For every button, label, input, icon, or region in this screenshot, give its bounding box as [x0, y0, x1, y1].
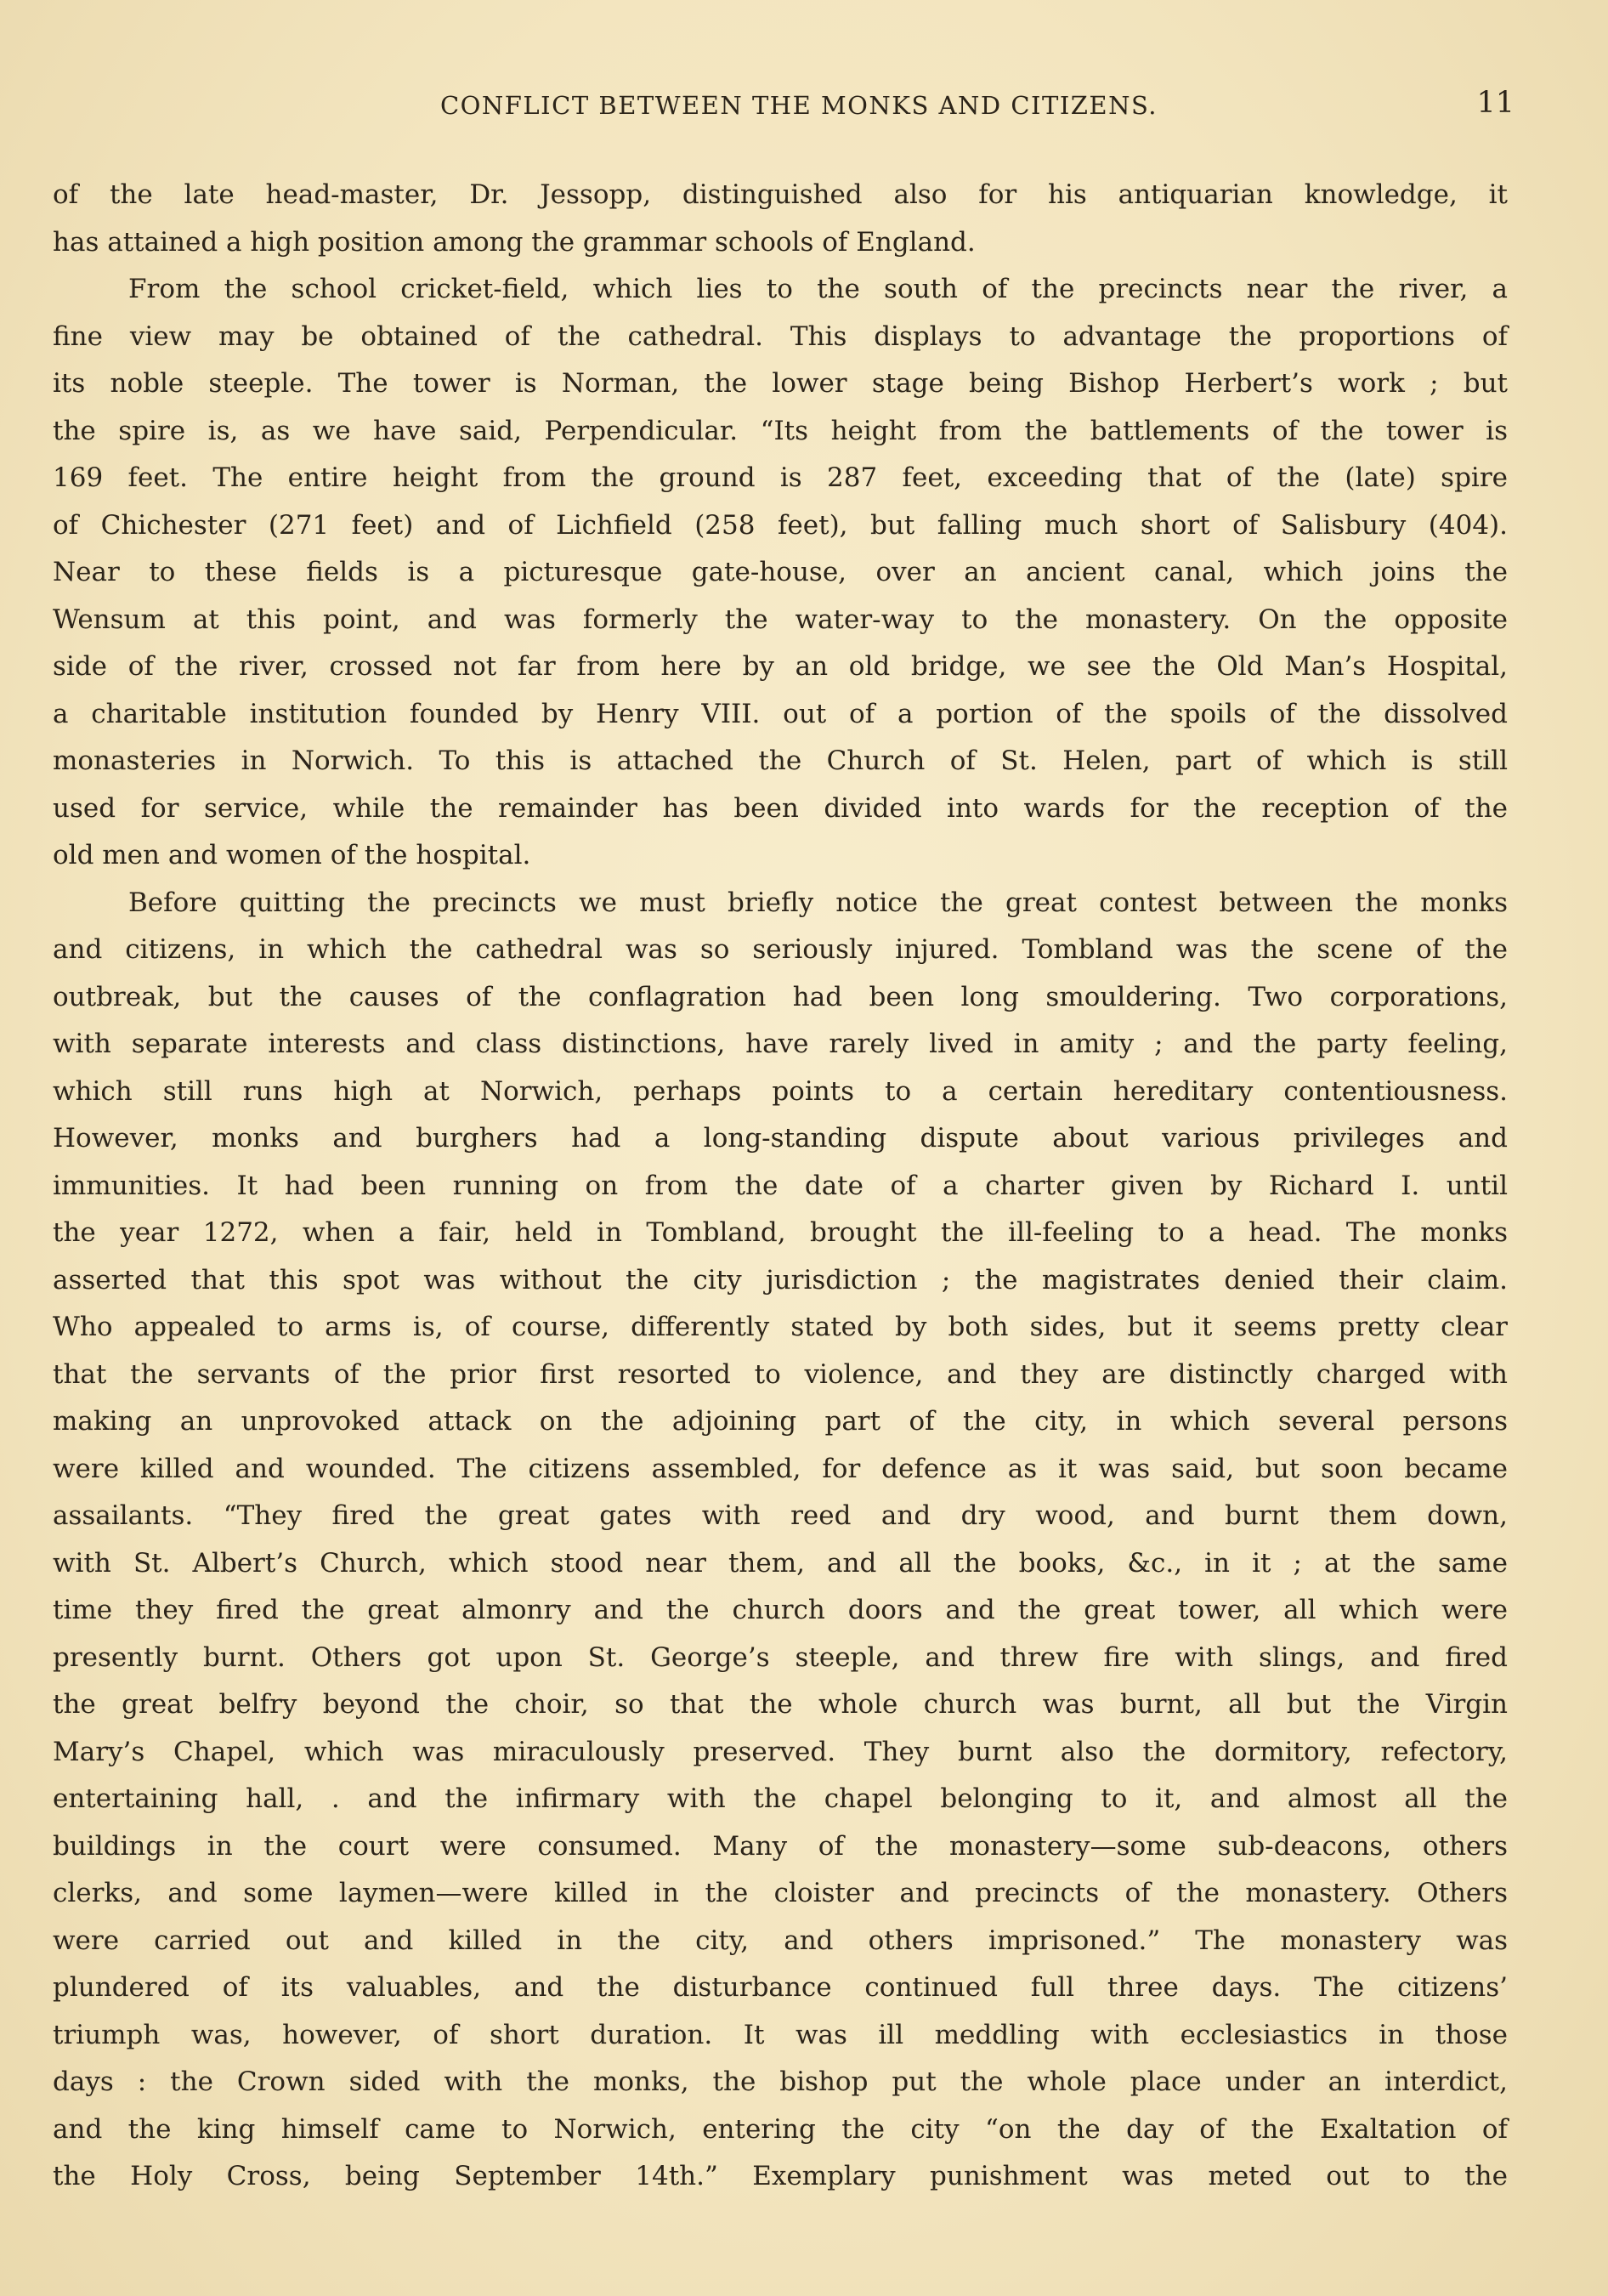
text-line: days : the Crown sided with the monks, the bishop put the whole place under an interdict, — [53, 2066, 1508, 2097]
text-line: and the king himself came to Norwich, entering the city “on the day of the Exaltation of — [53, 2113, 1508, 2145]
text-line: used for service, while the remainder has been divided into wards for the reception of the — [53, 792, 1508, 824]
text-line: with separate interests and class distinctions, have rarely lived in amity ; and the party feeling, — [53, 1029, 1508, 1059]
text-line: the spire is, as we have said, Perpendicular. “Its height from the battlements of the tower is — [53, 415, 1508, 446]
text-line: Wensum at this point, and was formerly the water-way to the monastery. On the opposite — [53, 604, 1508, 635]
text-line: presently burnt. Others got upon St. George’s steeple, and threw fire with slings, and fired — [53, 1641, 1508, 1673]
text-line: has attained a high position among the grammar schools of England. — [53, 226, 976, 258]
text-line: of the late head-master, Dr. Jessopp, distinguished also for his antiquarian knowledge, it — [53, 179, 1508, 210]
text-line: were killed and wounded. The citizens assembled, for defence as it was said, but soon became — [53, 1453, 1508, 1484]
text-line: triumph was, however, of short duration. It was ill meddling with ecclesiastics in those — [53, 2019, 1508, 2050]
text-line: which still runs high at Norwich, perhaps points to a certain hereditary contentiousness. — [53, 1075, 1508, 1107]
text-line: of Chichester (271 feet) and of Lichfield (258 feet), but falling much short of Salisbury (404). — [53, 509, 1508, 541]
text-line: Who appealed to arms is, of course, differently stated by both sides, but it seems pretty clear — [53, 1312, 1508, 1342]
text-line: time they fired the great almonry and the church doors and the great tower, all which were — [53, 1595, 1508, 1625]
text-line: entertaining hall, . and the infirmary with the chapel belonging to it, and almost all the — [53, 1783, 1508, 1814]
text-line: its noble steeple. The tower is Norman, the lower stage being Bishop Herbert’s work ; but — [53, 368, 1508, 399]
text-line: Near to these fields is a picturesque gate-house, over an ancient canal, which joins the — [53, 557, 1508, 587]
text-line: assailants. “They fired the great gates with reed and dry wood, and burnt them down, — [53, 1500, 1508, 1531]
text-line: clerks, and some laymen—were killed in the cloister and precincts of the monastery. Others — [53, 1878, 1508, 1908]
text-line: immunities. It had been running on from the date of a charter given by Richard I. until — [53, 1170, 1508, 1201]
text-line: Before quitting the precincts we must briefly notice the great contest between the monks — [128, 887, 1508, 918]
text-line: buildings in the court were consumed. Many of the monastery—some sub-deacons, others — [53, 1830, 1508, 1862]
text-line: 169 feet. The entire height from the ground is 287 feet, exceeding that of the (late) spire — [53, 462, 1508, 493]
text-line: the great belfry beyond the choir, so that the whole church was burnt, all but the Virgin — [53, 1689, 1508, 1720]
text-line: a charitable institution founded by Henry VIII. out of a portion of the spoils of the dissolved — [53, 698, 1508, 729]
text-line: that the servants of the prior first resorted to violence, and they are distinctly charged with — [53, 1358, 1508, 1390]
body-text — [53, 172, 1508, 2201]
text-line: fine view may be obtained of the cathedral. This displays to advantage the proportions of — [53, 320, 1508, 352]
text-line: Mary’s Chapel, which was miraculously preserved. They burnt also the dormitory, refectory, — [53, 1736, 1508, 1767]
text-line: However, monks and burghers had a long-standing dispute about various privileges and — [53, 1123, 1508, 1154]
text-line: outbreak, but the causes of the conflagration had been long smouldering. Two corporations, — [53, 981, 1508, 1012]
text-line: side of the river, crossed not far from here by an old bridge, we see the Old Man’s Hospital, — [53, 651, 1508, 682]
text-line: asserted that this spot was without the city jurisdiction ; the magistrates denied their claim. — [53, 1264, 1508, 1295]
text-line: with St. Albert’s Church, which stood near them, and all the books, &c., in it ; at the same — [53, 1547, 1508, 1579]
text-line: monasteries in Norwich. To this is attached the Church of St. Helen, part of which is still — [53, 745, 1508, 776]
text-line: old men and women of the hospital. — [53, 840, 531, 870]
text-line: plundered of its valuables, and the disturbance continued full three days. The citizens’ — [53, 1972, 1508, 2003]
page-number: 11 — [1476, 86, 1515, 120]
text-line: the year 1272, when a fair, held in Tombland, brought the ill-feeling to a head. The monks — [53, 1217, 1508, 1248]
text-line: the Holy Cross, being September 14th.” Exemplary punishment was meted out to the — [53, 2161, 1508, 2191]
text-line: were carried out and killed in the city, and others imprisoned.” The monastery was — [53, 1925, 1508, 1956]
text-line: making an unprovoked attack on the adjoining part of the city, in which several persons — [53, 1406, 1508, 1437]
text-line: From the school cricket-field, which lies to the south of the precincts near the river, a — [128, 274, 1508, 304]
text-line: and citizens, in which the cathedral was so seriously injured. Tombland was the scene of the — [53, 934, 1508, 965]
running-head: CONFLICT BETWEEN THE MONKS AND CITIZENS. — [439, 91, 1158, 120]
